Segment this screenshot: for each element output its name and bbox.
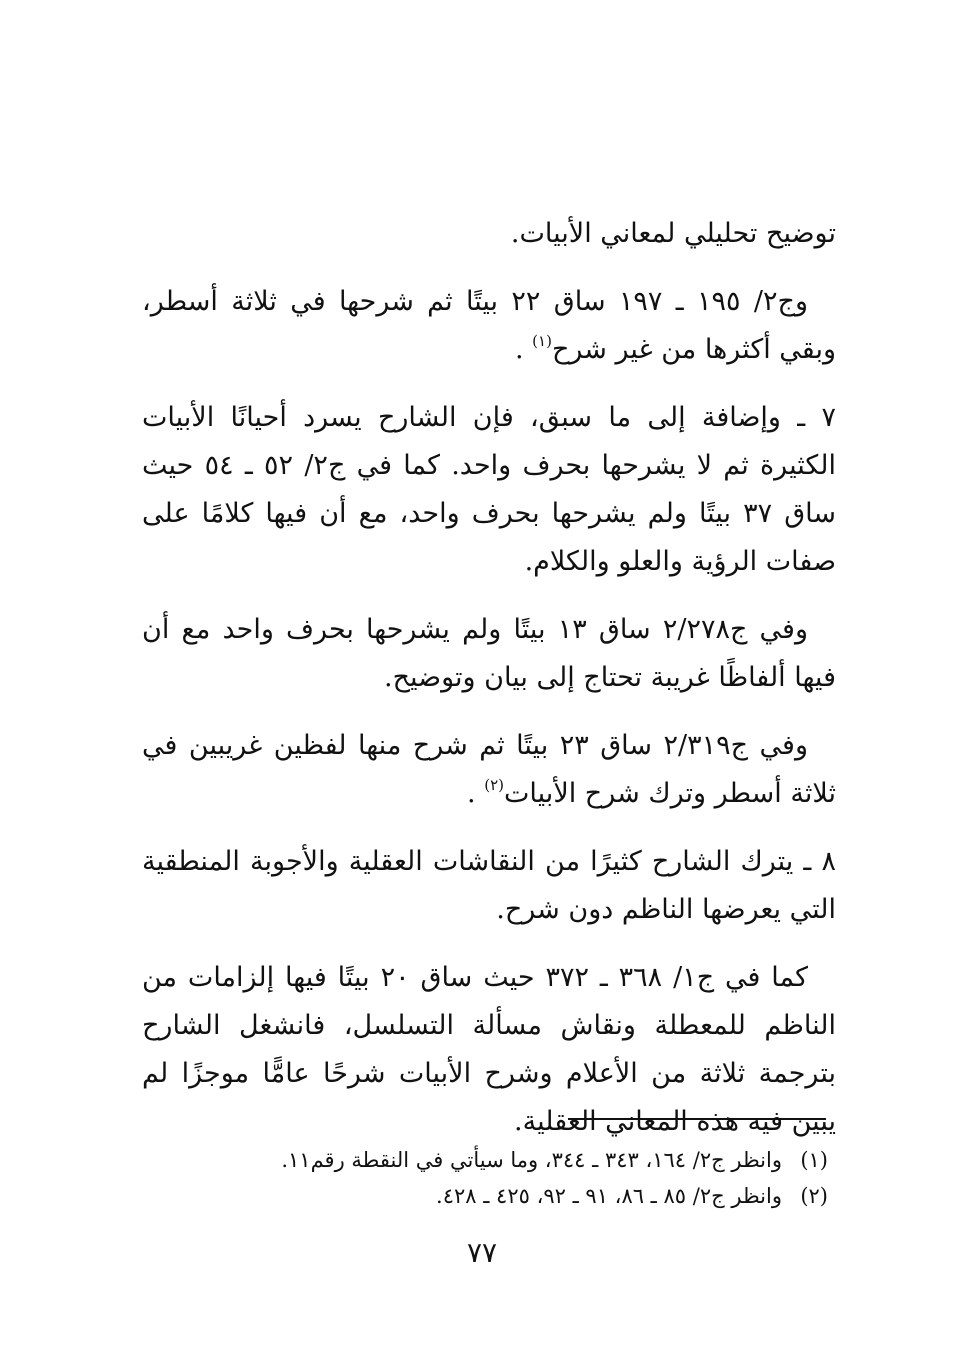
- footnote-number: (٢): [800, 1184, 828, 1208]
- main-text: [142, 210, 836, 1166]
- paragraph: [142, 606, 836, 702]
- paragraph: [142, 278, 836, 374]
- paragraph-text: كما في ج١/ ٣٦٨ ـ ٣٧٢ حيث ساق ٢٠ بيتًا فيها إلزامات من الناظم للمعطلة ونقاش مسألة التسلسل، فانشغل الشارح بترجمة ثلاثة من الأعلام وشرح الأبيات شرحًا عامًّا موجزًا لم يبين فيه هذه المعاني العقلية.: [142, 962, 836, 1137]
- paragraph-text: ٨ ـ يترك الشارح كثيرًا من النقاشات العقلية والأجوبة المنطقية التي يعرضها الناظم دون شرح.: [142, 846, 836, 925]
- paragraph-text: وفي ج٢/٣١٩ ساق ٢٣ بيتًا ثم شرح منها لفظين غريبين في ثلاثة أسطر وترك شرح الأبيات: [142, 730, 836, 809]
- paragraph-text: وج٢/ ١٩٥ ـ ١٩٧ ساق ٢٢ بيتًا ثم شرحها في ثلاثة أسطر، وبقي أكثرها من غير شرح: [142, 286, 836, 365]
- paragraph: [142, 210, 836, 258]
- paragraph: [142, 838, 836, 934]
- paragraph-text: ٧ ـ وإضافة إلى ما سبق، فإن الشارح يسرد أحيانًا الأبيات الكثيرة ثم لا يشرحها بحرف واحد. كما في ج٢/ ٥٢ ـ ٥٤ حيث ساق ٣٧ بيتًا ولم يشرحها بحرف واحد، مع أن فيها كلامًا على صفات الرؤية والعلو والكلام.: [142, 402, 837, 577]
- footnote-number: (١): [800, 1148, 828, 1172]
- page-number: ٧٧: [466, 1236, 498, 1269]
- footnote: [142, 1142, 828, 1178]
- footnotes: [142, 1142, 828, 1214]
- period: .: [467, 778, 476, 809]
- footnote-text: وانظر ج٢/ ٨٥ ـ ٨٦، ٩١ ـ ٩٢، ٤٢٥ ـ ٤٢٨.: [436, 1184, 782, 1208]
- paragraph: [142, 394, 836, 586]
- paragraph-text: توضيح تحليلي لمعاني الأبيات.: [510, 218, 836, 249]
- footnote-ref: (١): [532, 332, 552, 350]
- footnote-separator: [568, 1118, 826, 1120]
- paragraph: [142, 722, 836, 818]
- footnote-ref: (٢): [484, 776, 505, 794]
- footnote-text: وانظر ج٢/ ١٦٤، ٣٤٣ ـ ٣٤٤، وما سيأتي في النقطة رقم١١.: [281, 1148, 782, 1172]
- footnote: [142, 1178, 828, 1214]
- period: .: [514, 334, 524, 365]
- paragraph-text: وفي ج٢/٢٧٨ ساق ١٣ بيتًا ولم يشرحها بحرف واحد مع أن فيها ألفاظًا غريبة تحتاج إلى بيان وتوضيح.: [142, 614, 836, 693]
